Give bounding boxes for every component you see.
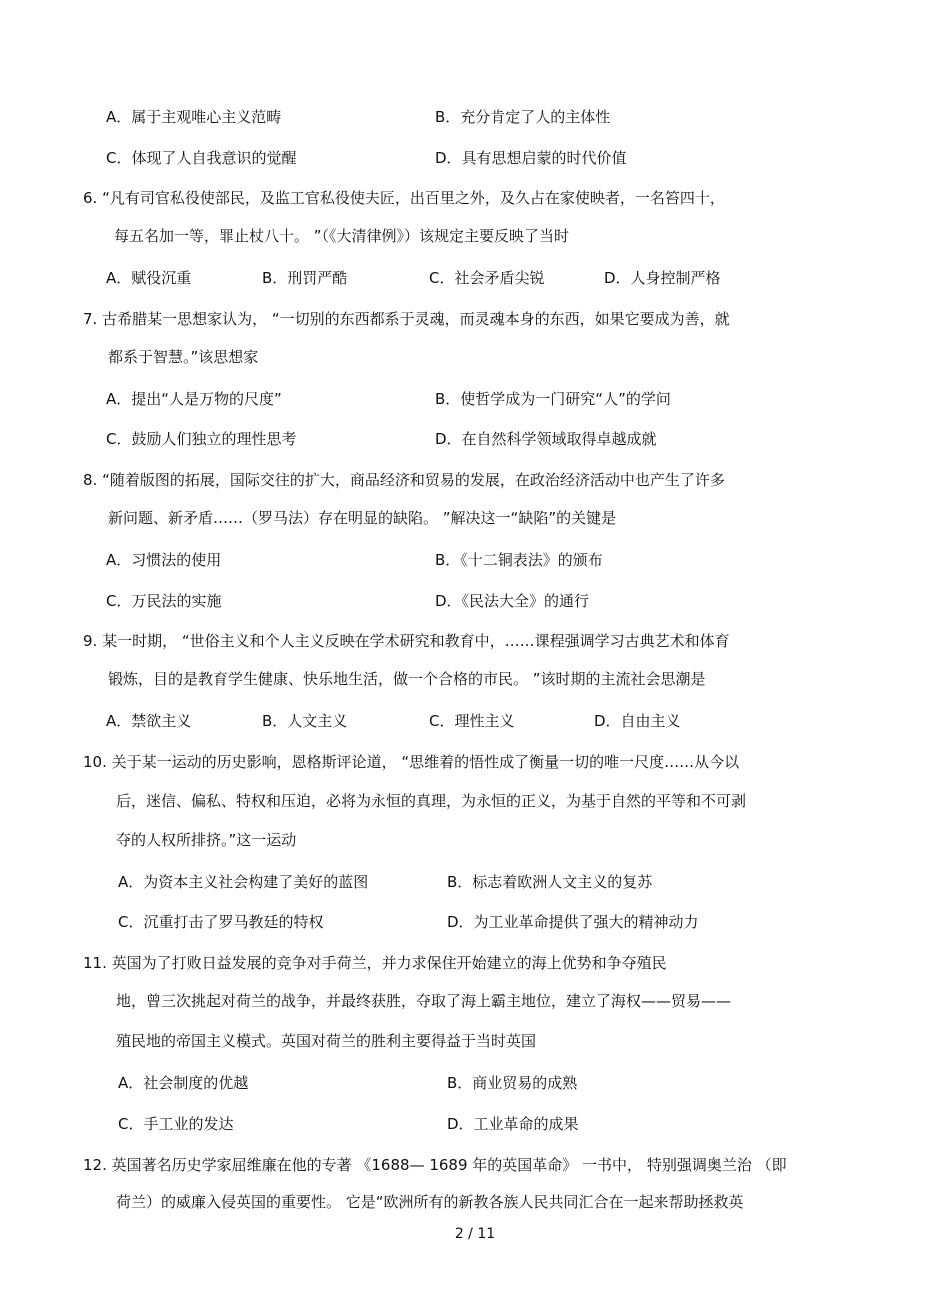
q12-stem-line1: 12. 英国著名历史学家屈维廉在他的专著 《1688— 1689 年的英国革命》 一书中， 特别强调奥兰治 （即 xyxy=(83,1156,787,1174)
q9-stem-line2: 锻炼，目的是教育学生健康、快乐地生活，做一个合格的市民。 ”该时期的主流社会思潮是 xyxy=(108,670,706,688)
q12-stem-line2: 荷兰）的威廉入侵英国的重要性。 它是“欧洲所有的新教各族人民共同汇合在一起来帮助拯救英 xyxy=(116,1193,744,1211)
q5-option-a: A．属于主观唯心主义范畴 xyxy=(106,108,282,126)
q10-stem-line3: 夺的人权所排挤。”这一运动 xyxy=(116,831,297,849)
q9-option-c: C．理性主义 xyxy=(429,712,515,730)
q10-option-a: A．为资本主义社会构建了美好的蓝图 xyxy=(118,873,369,891)
q10-stem-line2: 后，迷信、偏私、特权和压迫，必将为永恒的真理，为永恒的正义，为基于自然的平等和不可剥 xyxy=(116,792,747,810)
q11-stem-line1: 11. 英国为了打败日益发展的竞争对手荷兰，并力求保住开始建立的海上优势和争夺殖民 xyxy=(83,954,667,972)
q8-option-b: B．《十二铜表法》的颁布 xyxy=(435,551,603,569)
q5-option-c: C．体现了人自我意识的觉醒 xyxy=(106,149,297,167)
q9-option-a: A．禁欲主义 xyxy=(106,712,192,730)
q11-option-a: A．社会制度的优越 xyxy=(118,1074,249,1092)
q8-option-d: D．《民法大全》的通行 xyxy=(435,592,590,610)
q6-option-a: A．赋役沉重 xyxy=(106,269,192,287)
q6-option-d: D．人身控制严格 xyxy=(604,269,721,287)
q9-stem-line1: 9. 某一时期， “世俗主义和个人主义反映在学术研究和教育中，……课程强调学习古典艺术和体育 xyxy=(83,632,730,650)
q6-option-c: C．社会矛盾尖锐 xyxy=(429,269,545,287)
q8-stem-line1: 8. “随着版图的拓展，国际交往的扩大，商品经济和贸易的发展，在政治经济活动中也产生了许多 xyxy=(83,471,725,489)
q5-option-b: B．充分肯定了人的主体性 xyxy=(435,108,611,126)
q9-option-d: D．自由主义 xyxy=(594,712,681,730)
q7-stem-line1: 7. 古希腊某一思想家认为， “一切别的东西都系于灵魂，而灵魂本身的东西，如果它要成为善，就 xyxy=(83,310,730,328)
q10-stem-line1: 10. 关于某一运动的历史影响，恩格斯评论道， “思维着的悟性成了衡量一切的唯一尺度……从今以 xyxy=(83,753,740,771)
q10-option-c: C．沉重打击了罗马教廷的特权 xyxy=(118,913,324,931)
q7-option-c: C．鼓励人们独立的理性思考 xyxy=(106,430,297,448)
q6-option-b: B．刑罚严酷 xyxy=(262,269,348,287)
q7-stem-line2: 都系于智慧。”该思想家 xyxy=(108,348,259,366)
q7-option-d: D．在自然科学领域取得卓越成就 xyxy=(435,430,657,448)
q11-stem-line2: 地，曾三次挑起对荷兰的战争，并最终获胜，夺取了海上霸主地位，建立了海权——贸易—— xyxy=(116,992,732,1010)
q6-stem-line2: 每五名加一等，罪止杖八十。 ”（《大清律例》）该规定主要反映了当时 xyxy=(114,227,570,245)
q10-option-b: B．标志着欧洲人文主义的复苏 xyxy=(447,873,653,891)
q5-option-d: D．具有思想启蒙的时代价值 xyxy=(435,149,627,167)
q11-option-b: B．商业贸易的成熟 xyxy=(447,1074,578,1092)
q10-option-d: D．为工业革命提供了强大的精神动力 xyxy=(447,913,699,931)
q9-option-b: B．人文主义 xyxy=(262,712,348,730)
q7-option-b: B．使哲学成为一门研究“人”的学问 xyxy=(435,390,671,408)
q8-stem-line2: 新问题、新矛盾……（罗马法）存在明显的缺陷。 ”解决这一“缺陷”的关键是 xyxy=(108,509,617,527)
q11-option-c: C．手工业的发达 xyxy=(118,1115,234,1133)
page-number: 2 / 11 xyxy=(454,1226,496,1242)
q6-stem-line1: 6. “凡有司官私役使部民，及监工官私役使夫匠，出百里之外，及久占在家使映者，一名笞四十， xyxy=(83,189,725,207)
q8-option-a: A．习惯法的使用 xyxy=(106,551,222,569)
q7-option-a: A．提出“人是万物的尺度” xyxy=(106,390,282,408)
q11-stem-line3: 殖民地的帝国主义模式。英国对荷兰的胜利主要得益于当时英国 xyxy=(116,1032,537,1050)
q8-option-c: C．万民法的实施 xyxy=(106,592,222,610)
q11-option-d: D．工业革命的成果 xyxy=(447,1115,579,1133)
